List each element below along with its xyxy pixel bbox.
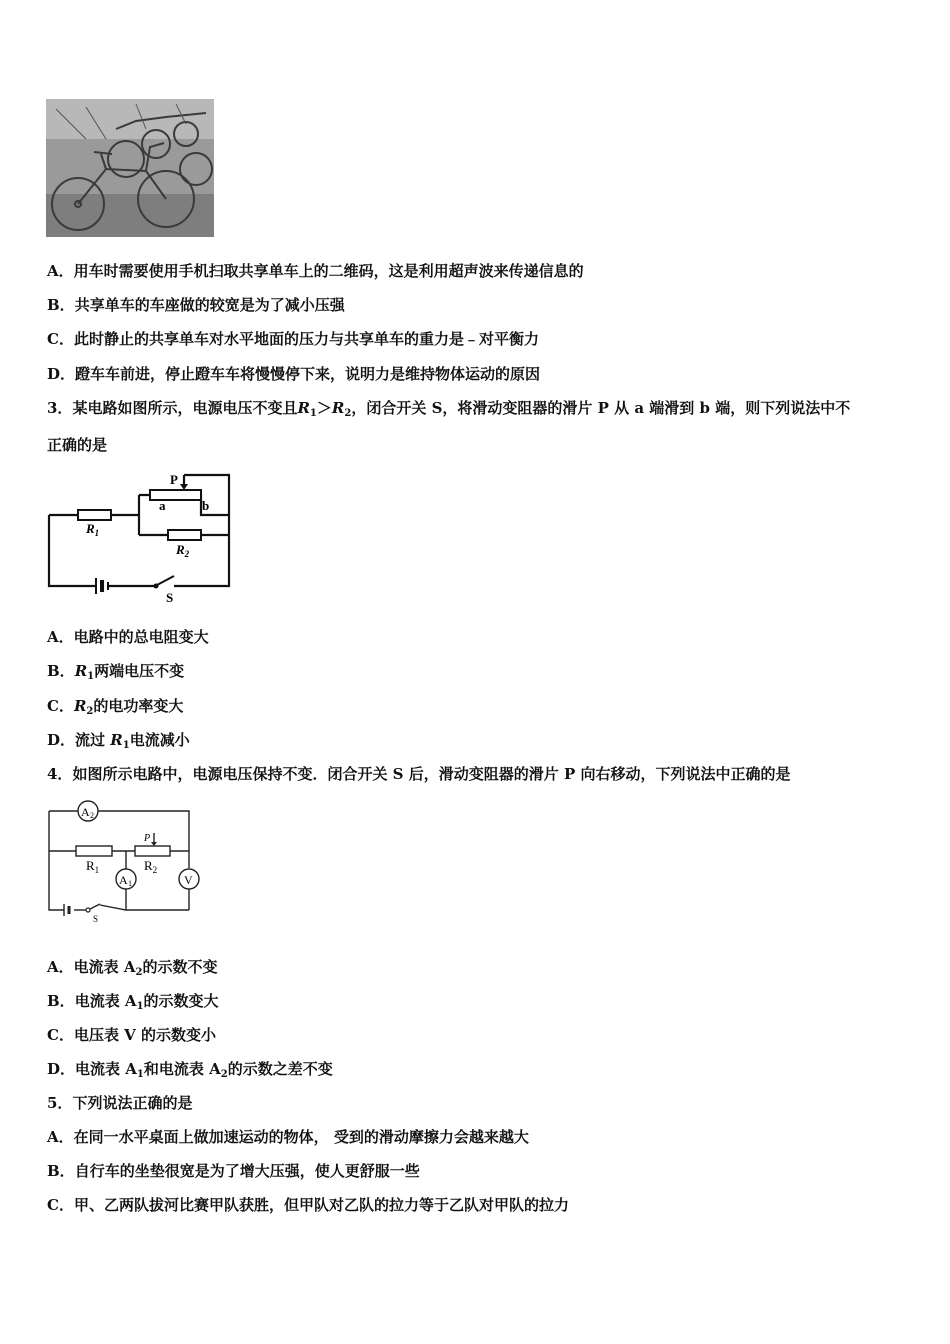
q3-rheostat [150,490,201,500]
q4-switch [86,904,100,912]
q5-option-c: C．甲、乙两队拔河比赛甲队获胜，但甲队对乙队的拉力等于乙队对甲队的拉力 [47,1196,569,1214]
q3-option-a: A．电路中的总电阻变大 [47,628,209,646]
q3-label-a: a [159,498,166,513]
q4-circuit-diagram [46,799,216,924]
q4-stem: 4．如图所示电路中，电源电压保持不变．闭合开关 S 后，滑动变阻器的滑片 P 向右移动，下列说法中正确的是 [47,765,791,783]
q2-option-a: A．用车时需要使用手机扫取共享单车上的二维码，这是利用超声波来传递信息的 [47,262,584,280]
q4-option-a: A．电流表 $A_2$的示数不变 [47,958,218,978]
q3-stem-cont: 正确的是 [47,436,108,454]
svg-text:V: V [184,873,193,887]
q4-label-p: P [144,833,151,844]
q3-option-b: B．$R_1$两端电压不变 [47,662,185,682]
q3-battery [96,578,108,594]
q3-circuit-diagram [46,470,236,605]
svg-text:2: 2 [90,811,94,820]
q3-r1-resistor [78,510,111,520]
q5-option-b: B．自行车的坐垫很宽是为了增大压强，使人更舒服一些 [47,1162,420,1180]
q2-option-b: B．共享单车的车座做的较宽是为了减小压强 [47,296,345,314]
q4-label-r2: $R_2$ [144,858,158,875]
svg-text:A: A [119,873,128,887]
svg-text:A: A [81,805,90,819]
q4-label-r1: $R_1$ [86,858,100,875]
q3-label-p: P [170,472,178,487]
q4-label-s: S [93,914,99,924]
q5-option-a: A．在同一水平桌面上做加速运动的物体， 受到的滑动摩擦力会越来越大 [47,1128,529,1146]
q3-label-s: S [166,590,174,605]
q3-switch [154,576,175,589]
q3-option-d: D．流过 $R_1$电流减小 [47,731,190,751]
q4-option-d: D．电流表 $A_1$和电流表 $A_2$的示数之差不变 [47,1060,333,1080]
q3-label-r2: $R_2$ [176,542,190,559]
q2-option-d: D．蹬车车前进，停止蹬车车将慢慢停下来，说明力是维持物体运动的原因 [47,365,541,383]
q4-option-b: B．电流表 $A_1$的示数变大 [47,992,219,1012]
q3-r2-resistor [168,530,201,540]
q4-battery [64,904,69,916]
svg-text:1: 1 [128,879,132,888]
q5-stem: 5．下列说法正确的是 [47,1094,193,1112]
q4-r1-resistor [76,846,112,856]
bicycle-photo [46,99,214,237]
q3-label-r1: $R_1$ [86,521,100,538]
q3-stem: 3．某电路如图所示，电源电压不变且$R_1>R_2$，闭合开关 S，将滑动变阻器的滑片 P 从 a 端滑到 b 端，则下列说法中不 [47,399,851,419]
q4-r2-rheostat [135,846,170,856]
q4-option-c: C．电压表 V 的示数变小 [47,1026,217,1044]
q2-option-c: C．此时静止的共享单车对水平地面的压力与共享单车的重力是﹣对平衡力 [47,330,539,348]
q3-option-c: C．$R_2$的电功率变大 [47,697,184,717]
q3-label-b: b [202,498,210,513]
